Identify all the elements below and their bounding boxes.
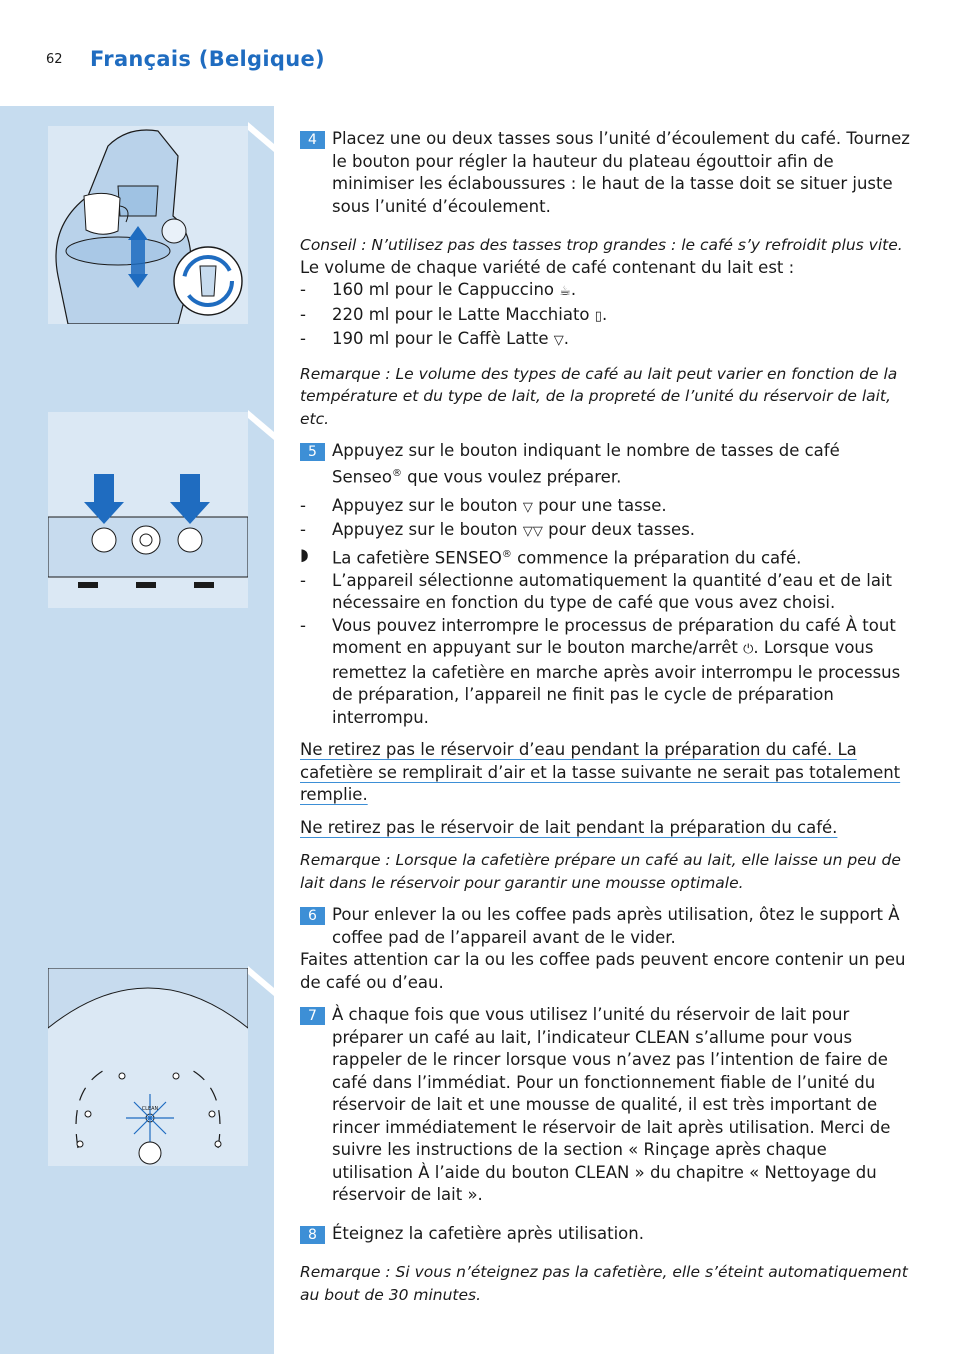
list-item: - Vous pouvez interrompre le processus de préparation du café À tout moment en appuyant sur le bouton marche/arrêt ⏻. Lorsque vous remettez la cafetière en marche après avoir interrompu le processus de préparation, l’appareil ne finit pas le cycle de préparation interrompu. [300, 615, 901, 727]
step-text: Placez une ou deux tasses sous l’unité d’écoulement du café. Tournez le bouton pour régler la hauteur du plateau égouttoir afin de minimiser les éclaboussures : le haut de la tasse doit se situer juste sous l’unité d’écoulement. [332, 129, 910, 216]
fold-corner [248, 122, 274, 152]
two-cups-icon: ▽▽ [522, 524, 543, 539]
page-title: Français (Belgique) [90, 47, 325, 71]
step-text: Pour enlever la ou les coffee pads après utilisation, ôtez le support À coffee pad de l’appareil avant de le vider. [332, 905, 900, 947]
machine-illustration [48, 126, 248, 324]
list-item: - 190 ml pour le Caffè Latte ▽. [300, 329, 569, 348]
step-number-badge: 4 [300, 131, 325, 149]
buttons-drawing [48, 412, 248, 608]
note-text: Remarque : Si vous n’éteignez pas la cafetière, elle s’éteint automatiquement au bout de 30 minutes. [300, 1263, 908, 1304]
tip-text: Conseil : N’utilisez pas des tasses trop grandes : le café s’y refroidit plus vite. [300, 236, 903, 254]
step-number-badge: 5 [300, 443, 325, 461]
step-number-badge: 7 [300, 1007, 325, 1025]
list-item: - Appuyez sur le bouton ▽ pour une tasse. [300, 495, 667, 515]
step-text: Éteignez la cafetière après utilisation. [332, 1223, 644, 1243]
note-text: Remarque : Lorsque la cafetière prépare un café au lait, elle laisse un peu de lait dans le réservoir pour garantir une mousse optimale. [300, 851, 901, 892]
list-item: - L’appareil sélectionne automatiquement la quantité d’eau et de lait nécessaire en fonction du type de café que vous avez choisi. [300, 570, 892, 612]
step-7 [300, 1004, 910, 1207]
fold-corner [248, 410, 274, 440]
list-item: - 220 ml pour le Latte Macchiato ▯. [300, 304, 608, 324]
fold-corner [248, 966, 274, 996]
volume-intro: Le volume de chaque variété de café contenant du lait est : [300, 257, 795, 277]
list-item: - Appuyez sur le bouton ▽▽ pour deux tasses. [300, 520, 696, 539]
machine-drawing [48, 126, 248, 324]
step-5: 5 Appuyez sur le bouton indiquant le nombre de tasses de café Senseo® que vous voulez préparer. [300, 440, 910, 489]
one-cup-icon: ▽ [522, 499, 533, 515]
power-icon: ⏻ [743, 642, 754, 657]
note-text: Remarque : Le volume des types de café au lait peut varier en fonction de la température et du type de lait, de la propreté de l’unité du réservoir de lait, etc. [300, 364, 898, 428]
cappuccino-icon: ☕ [559, 284, 571, 299]
page-number: 62 [46, 52, 63, 67]
clean-label: CLEAN [141, 1106, 159, 1112]
step-text: À chaque fois que vous utilisez l’unité du réservoir de lait pour préparer un café au lait, l’indicateur CLEAN s’allume pour vous rappeler de le rincer lorsque vous n’avez pas l’intention de faire de café dans l’immédiat. Pour un fonctionnement fiable de l’unité du réservoir de lait et une mousse de qualité, il est très important de rincer immédiatement le réservoir de lait après utilisation. Merci de suivre les instructions de la section « Rinçage après chaque utilisation À l’aide du bouton CLEAN » du chapitre « Nettoyage du réservoir de lait ». [332, 1005, 891, 1204]
caffe-latte-icon: ▽ [553, 333, 564, 348]
latte-macchiato-icon: ▯ [594, 308, 602, 324]
buttons-illustration [48, 412, 248, 608]
step-number-badge: 6 [300, 907, 325, 925]
step-6 [300, 904, 910, 949]
clean-indicator-illustration [48, 968, 248, 1166]
clean-dial-drawing [48, 968, 248, 1166]
info-text: Faites attention car la ou les coffee pads peuvent encore contenir un peu de café ou d’eau. [300, 950, 906, 992]
step-number-badge: 8 [300, 1226, 325, 1244]
list-item: - 160 ml pour le Cappuccino ☕. [300, 280, 577, 299]
result-item: ◗ La cafetière SENSEO® commence la préparation du café. [300, 544, 802, 567]
step-8 [300, 1223, 910, 1246]
step-4 [300, 128, 910, 218]
warning-text: Ne retirez pas le réservoir de lait pendant la préparation du café. [300, 817, 838, 837]
warning-text: Ne retirez pas le réservoir d’eau pendant la préparation du café. La cafetière se remplirait d’air et la tasse suivante ne serait pas totalement remplie. [300, 740, 901, 804]
result-arrow-icon: ◗ [300, 544, 309, 564]
instructions-column [300, 128, 910, 1306]
